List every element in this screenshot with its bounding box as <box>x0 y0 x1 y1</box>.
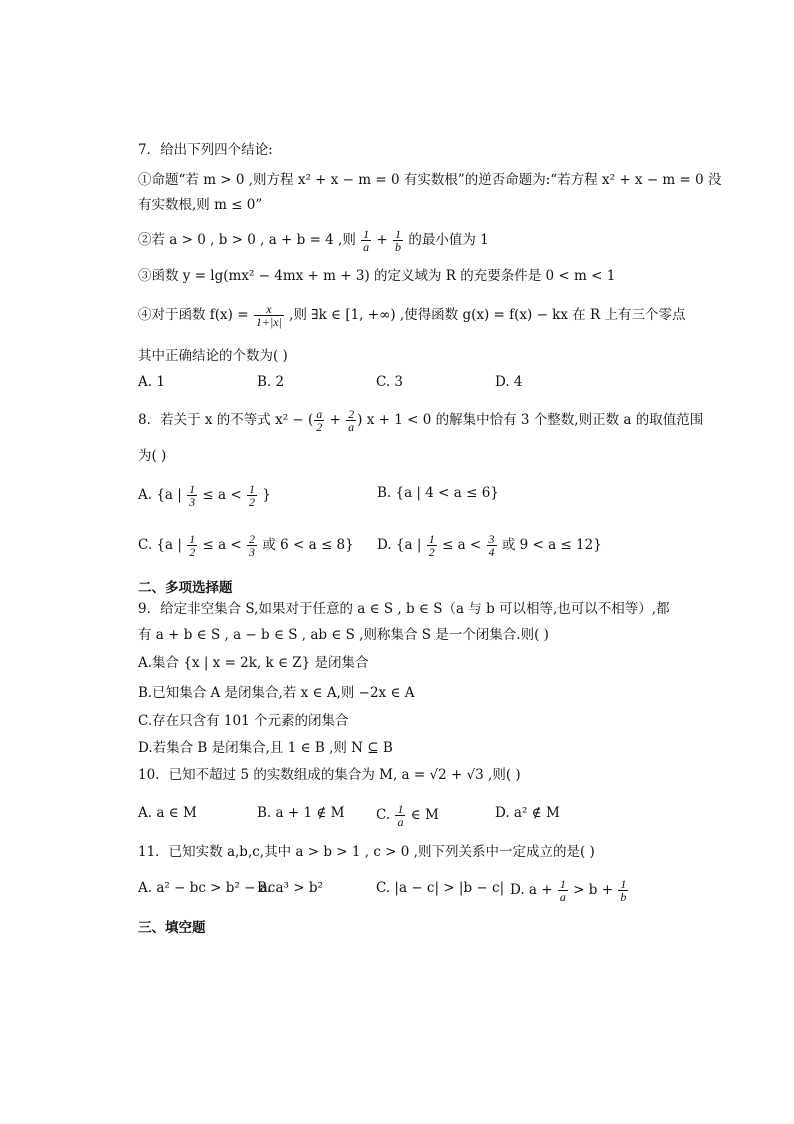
q10-option-a: A. a ∈ M <box>138 805 197 821</box>
q8-option-c <box>138 533 354 558</box>
fraction-denominator: b <box>620 890 627 904</box>
fraction-numerator: 1 <box>363 227 370 241</box>
q9-option-b: B.已知集合 A 是闭集合,若 x ∈ A,则 −2x ∈ A <box>138 685 415 701</box>
q7-s2-post: 的最小值为 1 <box>404 232 489 248</box>
fraction-numerator: 1 <box>189 532 196 546</box>
q8-stem-line-2: 为( ) <box>138 448 167 464</box>
q8-option-a <box>138 483 271 508</box>
q7-statement-1-line-2: 有实数根,则 m ≤ 0” <box>138 197 263 213</box>
fraction-denominator: 4 <box>488 545 495 559</box>
fraction <box>314 408 324 433</box>
fraction <box>187 483 197 508</box>
fraction <box>558 878 568 903</box>
q11-option-d <box>510 878 629 903</box>
q8-c-mid: ≤ a < <box>198 537 247 553</box>
q7-s4-pre: ④对于函数 f(x) = <box>138 307 253 323</box>
q10-option-b: B. a + 1 ∉ M <box>257 805 345 821</box>
fraction-numerator: 1 <box>559 877 566 891</box>
fraction-denominator: 2 <box>428 545 435 559</box>
q7-statement-3: ③函数 y = lg(mx² − 4mx + m + 3) 的定义域为 R 的充要条件是 0 < m < 1 <box>138 268 616 284</box>
fraction-numerator: 2 <box>249 532 256 546</box>
fraction <box>187 533 197 558</box>
fraction <box>361 228 371 253</box>
fraction-denominator: a <box>397 815 404 829</box>
q7-s4-post: ,则 ∃k ∈ [1, +∞) ,使得函数 g(x) = f(x) − kx 在 R 上有三个零点 <box>284 307 686 323</box>
q9-option-a: A.集合 {x | x = 2k, k ∈ Z} 是闭集合 <box>138 655 369 671</box>
q10-c-pre: C. <box>376 807 395 823</box>
fraction-numerator: 1 <box>397 802 404 816</box>
q10-option-d: D. a² ∉ M <box>495 805 560 821</box>
q8-c-post: 或 6 < a ≤ 8} <box>258 537 354 553</box>
q10-stem: 10．已知不超过 5 的实数组成的集合为 M, a = √2 + √3 ,则( ) <box>138 767 521 783</box>
fraction-denominator: 2 <box>316 420 323 434</box>
q9-stem-line-1: 9．给定非空集合 S,如果对于任意的 a ∈ S , b ∈ S（a 与 b 可以相等,也可以不相等）,都 <box>138 601 670 617</box>
fraction-denominator: 3 <box>189 495 196 509</box>
q8-plus: + <box>325 412 346 428</box>
fraction <box>618 878 628 903</box>
q9-stem-line-2: 有 a + b ∈ S , a − b ∈ S , ab ∈ S ,则称集合 S 是一个闭集合.则( ) <box>138 627 549 643</box>
q11-d-mid: > b + <box>568 882 618 898</box>
fraction <box>427 533 437 558</box>
fraction-numerator: 3 <box>488 532 495 546</box>
q7-option-a: A. 1 <box>138 374 165 390</box>
q11-option-a: A. a² − bc > b² − ac <box>138 880 276 896</box>
fraction <box>393 228 403 253</box>
fraction-denominator: a <box>348 420 355 434</box>
q7-s2-plus: + <box>372 232 393 248</box>
q11-stem: 11．已知实数 a,b,c,其中 a > b > 1 , c > 0 ,则下列关系中一定成立的是( ) <box>138 844 595 860</box>
q8-stem-line-1 <box>138 408 703 433</box>
fraction-numerator: x <box>254 303 284 316</box>
fraction <box>247 533 257 558</box>
q7-ask: 其中正确结论的个数为( ) <box>138 348 288 364</box>
q9-option-c: C.存在只含有 101 个元素的闭集合 <box>138 713 349 729</box>
q8-d-mid: ≤ a < <box>437 537 486 553</box>
q11-d-pre: D. a + <box>510 882 557 898</box>
fraction-numerator: a <box>316 407 323 421</box>
fraction-denominator: b <box>395 240 402 254</box>
fraction-numerator: 1 <box>248 482 255 496</box>
fraction <box>254 303 284 328</box>
q9-option-d: D.若集合 B 是闭集合,且 1 ∈ B ,则 N ⊆ B <box>138 740 393 756</box>
q8-pre: 8．若关于 x 的不等式 x² − ( <box>138 412 314 428</box>
section-heading-fill-in: 三、填空题 <box>138 920 206 936</box>
q7-s2-pre: ②若 a > 0 , b > 0 , a + b = 4 ,则 <box>138 232 361 248</box>
q10-option-c <box>376 803 439 828</box>
q7-stem: 7．给出下列四个结论: <box>138 142 273 158</box>
q8-option-d <box>377 533 602 558</box>
q11-option-b: B. a³ > b² <box>257 880 323 896</box>
q10-c-post: ∈ M <box>406 807 439 823</box>
q8-post: ) x + 1 < 0 的解集中恰有 3 个整数,则正数 a 的取值范围 <box>357 412 704 428</box>
q8-a-pre: A. {a | <box>138 487 187 503</box>
fraction <box>247 483 257 508</box>
q7-option-b: B. 2 <box>257 374 285 390</box>
fraction <box>346 408 356 433</box>
q7-statement-2 <box>138 228 489 253</box>
q8-a-mid: ≤ a < <box>198 487 246 503</box>
q7-option-d: D. 4 <box>495 374 523 390</box>
fraction-numerator: 1 <box>395 227 402 241</box>
q8-option-b: B. {a | 4 < a ≤ 6} <box>377 485 499 501</box>
fraction <box>487 533 497 558</box>
q7-option-c: C. 3 <box>376 374 404 390</box>
fraction-numerator: 2 <box>348 407 355 421</box>
fraction-denominator: 1+|x| <box>255 315 282 329</box>
fraction-denominator: a <box>363 240 370 254</box>
fraction-numerator: 1 <box>189 482 196 496</box>
fraction-denominator: 3 <box>249 545 256 559</box>
q8-d-pre: D. {a | <box>377 537 426 553</box>
fraction-denominator: 2 <box>189 545 196 559</box>
fraction-numerator: 1 <box>620 877 627 891</box>
section-heading-multiple-choice: 二、多项选择题 <box>138 580 233 596</box>
q8-c-pre: C. {a | <box>138 537 187 553</box>
fraction-numerator: 1 <box>428 532 435 546</box>
q8-a-post: } <box>257 487 271 503</box>
fraction <box>395 803 405 828</box>
q11-option-c: C. |a − c| > |b − c| <box>376 880 505 896</box>
q8-d-post: 或 9 < a ≤ 12} <box>497 537 602 553</box>
fraction-denominator: 2 <box>248 495 255 509</box>
fraction-denominator: a <box>559 890 566 904</box>
q7-statement-1-line-1: ①命题“若 m > 0 ,则方程 x² + x − m = 0 有实数根”的逆否命题为:“若方程 x² + x − m = 0 没 <box>138 172 722 188</box>
q7-statement-4 <box>138 303 686 328</box>
